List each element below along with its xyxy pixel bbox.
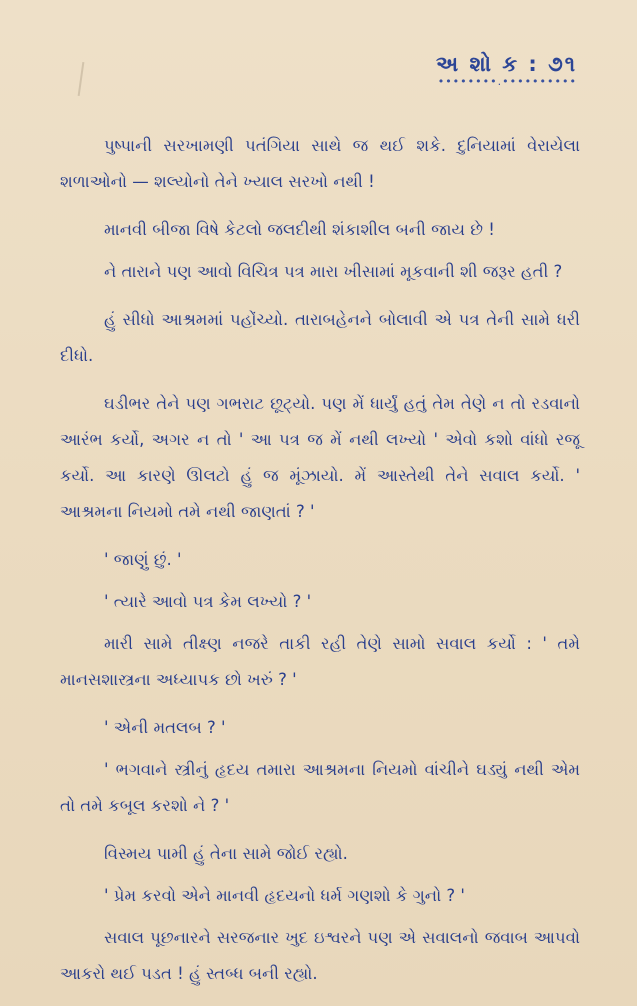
paragraph: માનવી બીજા વિષે કેટલો જલદીથી શંકાશીલ બની જાય છે ! [104, 220, 495, 239]
dialogue-line: ' ત્યારે આવો પત્ર કેમ લખ્યો ? ' [104, 592, 312, 611]
paragraph: મારી સામે તીક્ષ્ણ નજરે તાકી રહી તેણે સામો સવાલ કર્યો : ' તમે માનસશાસ્ત્રના અધ્યાપક છો ખરું ? ' [60, 634, 580, 689]
dialogue-line: ' જાણું છું. ' [104, 550, 182, 569]
page-header [436, 52, 577, 88]
paragraph: પુષ્પાની સરખામણી પતંગિયા સાથે જ થઈ શકે. દુનિયામાં વેરાયેલા શળાઓનો — શલ્યોનો તેને ખ્યાલ સરખો નથી ! [60, 136, 580, 191]
running-head-page-number: અ શો ક : ૭૧ [436, 52, 577, 76]
dialogue-line: ' પ્રેમ કરવો એને માનવી હૃદયનો ધર્મ ગણશો કે ગુનો ? ' [104, 886, 465, 905]
paragraph: ' ભગવાને સ્ત્રીનું હૃદય તમારા આશ્રમના નિયમો વાંચીને ઘડ્યું નથી એમ તો તમે કબૂલ કરશો ને ? ' [60, 760, 580, 815]
margin-mark [78, 62, 85, 96]
paragraph: વિસ્મય પામી હું તેના સામે જોઈ રહ્યો. [104, 844, 348, 863]
paragraph: સવાલ પૂછનારને સરજનાર ખુદ ઇશ્વરને પણ એ સવાલનો જવાબ આપવો આકરો થઈ પડત ! હું સ્તબ્ધ બની રહ્યો. [60, 928, 580, 983]
header-dotted-rule: ••••••••.•••••••••• [437, 75, 577, 88]
page-body [60, 128, 580, 1004]
paragraph: ઘડીભર તેને પણ ગભરાટ છૂટ્યો. પણ મેં ધાર્યું હતું તેમ તેણે ન તો રડવાનો આરંભ કર્યો, અગર ન તો ' આ પત્ર જ મેં નથી લખ્યો ' એવો કશો વાંધો રજૂ કર્યો. આ કારણે ઊલટો હું જ મૂંઝાયો. મેં આસ્તેથી તેને સવાલ કર્યો. ' આશ્રમના નિયમો તમે નથી જાણતાં ? ' [60, 394, 580, 521]
paragraph: હું સીધો આશ્રમમાં પહોંચ્યો. તારાબહેનને બોલાવી એ પત્ર તેની સામે ધરી દીધો. [60, 310, 580, 365]
dialogue-line: ' એની મતલબ ? ' [104, 718, 226, 737]
paragraph: ને તારાને પણ આવો વિચિત્ર પત્ર મારા ખીસામાં મૂકવાની શી જરૂર હતી ? [104, 262, 563, 281]
